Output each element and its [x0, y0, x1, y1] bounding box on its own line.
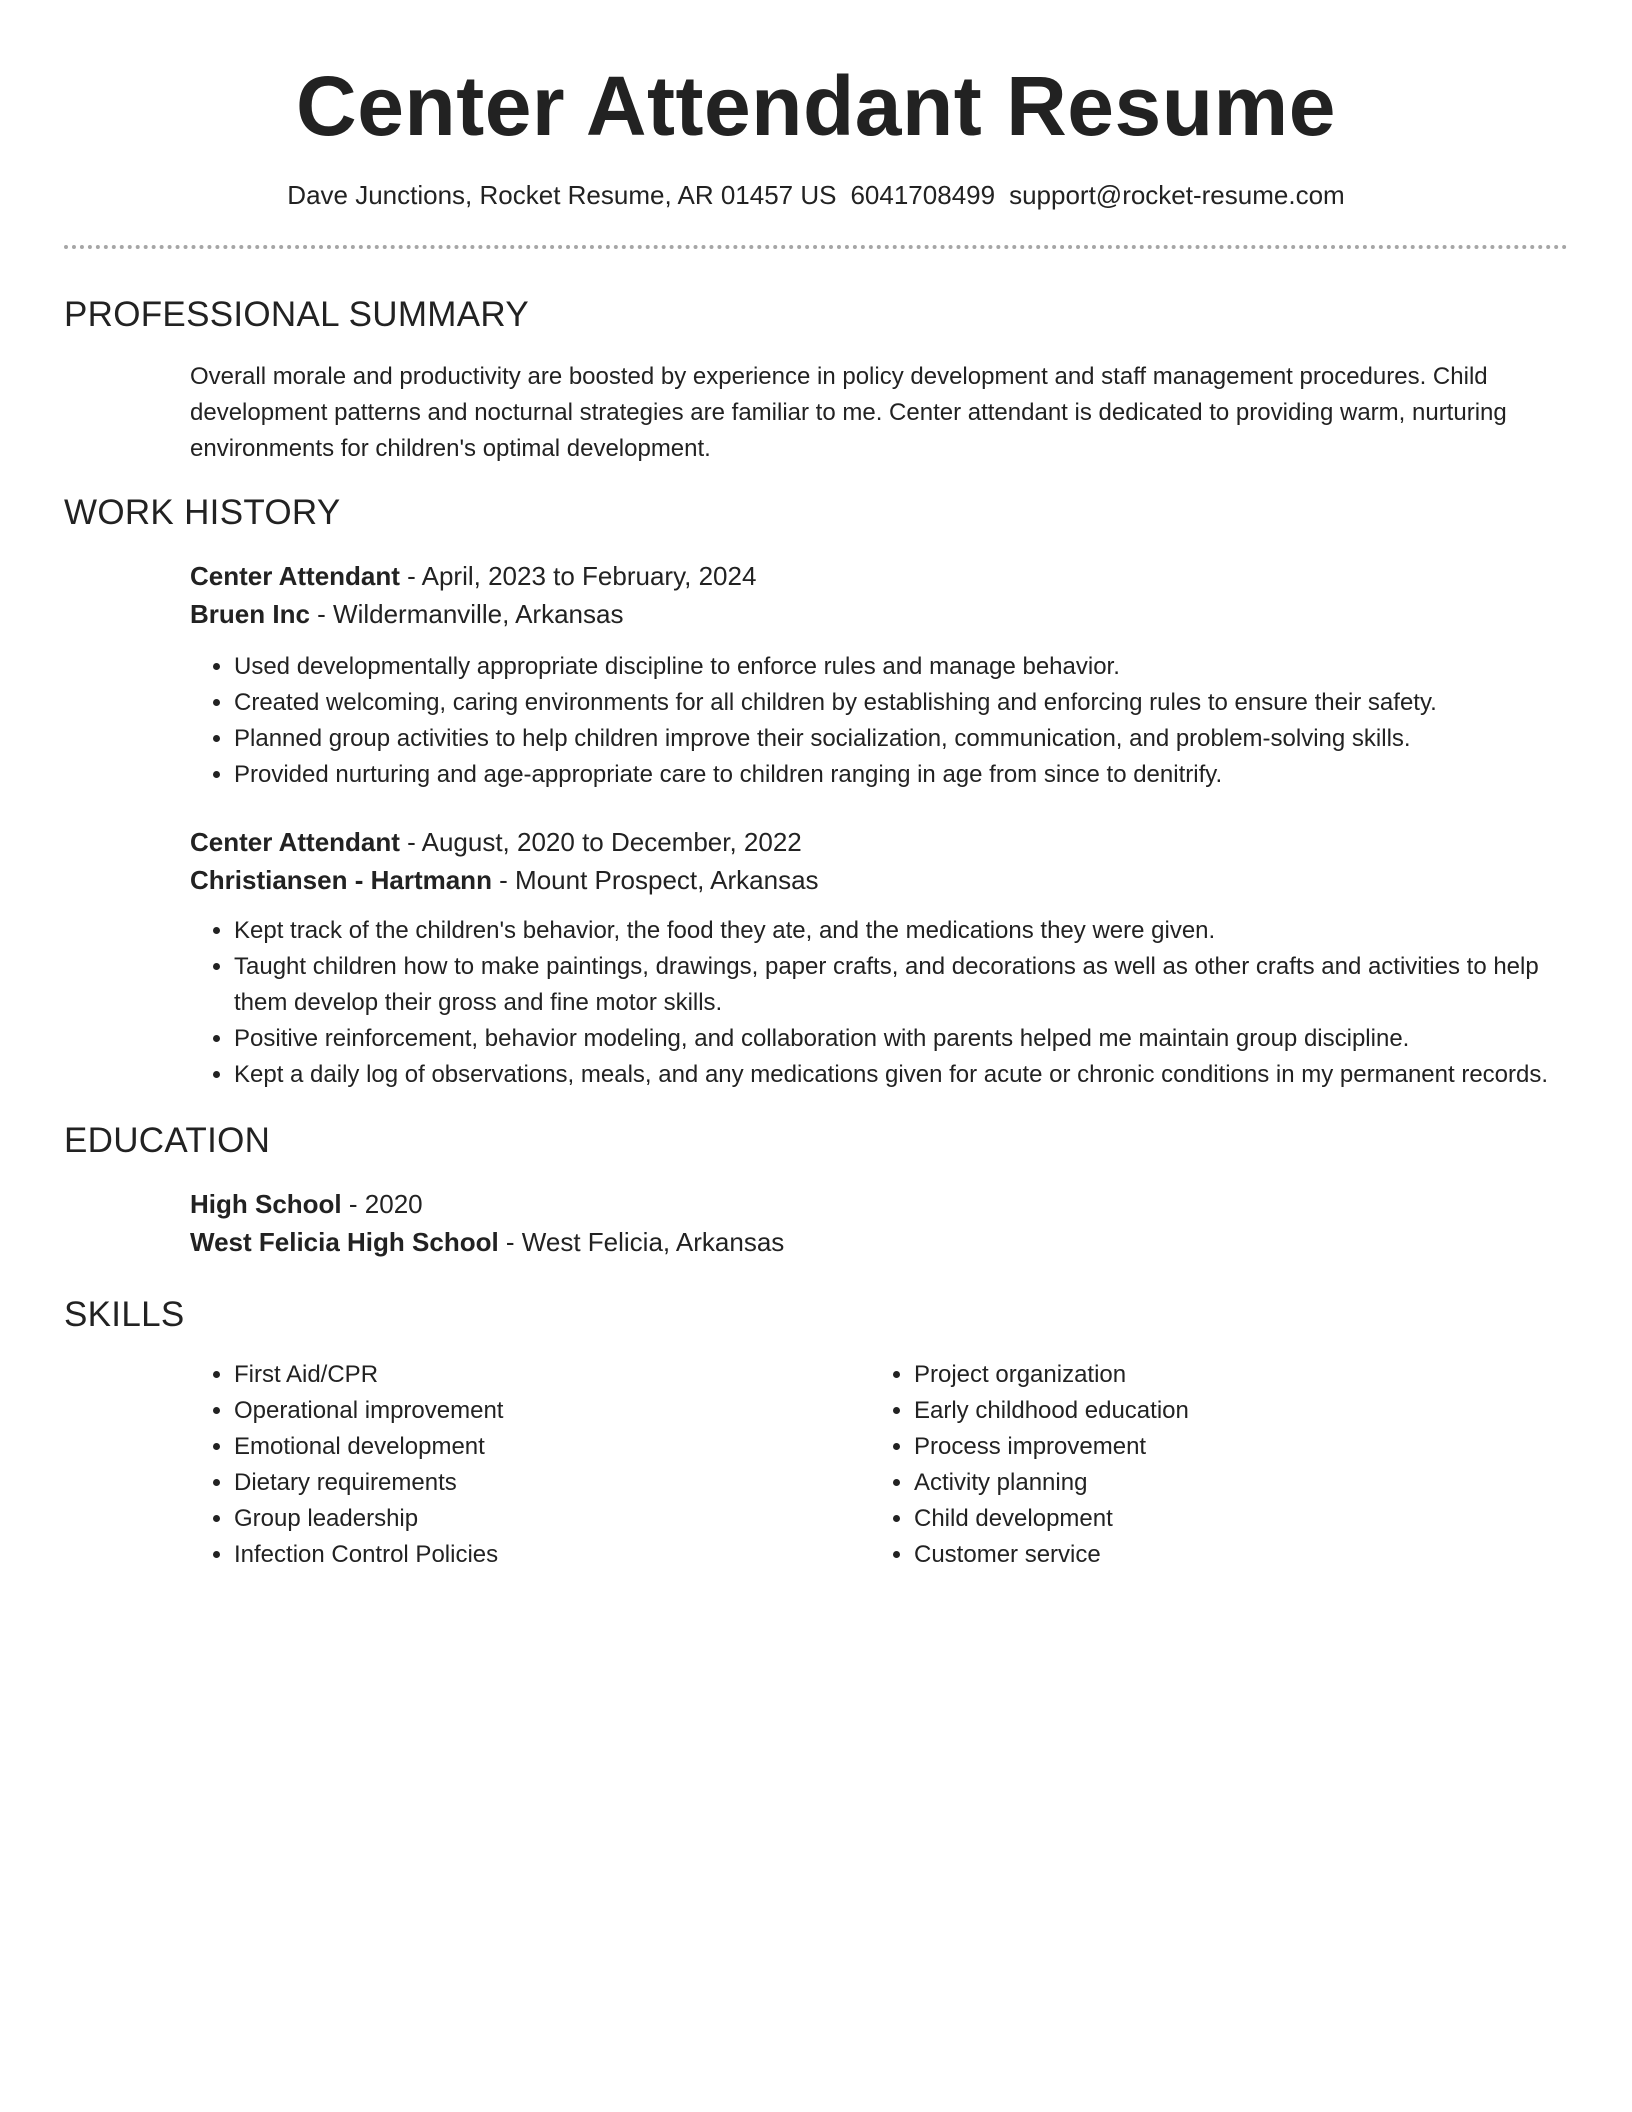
job-duty: • Taught children how to make paintings, drawings, paper crafts, and decorations as well as other crafts and activities to help them develop their gross and fine motor skills. [234, 949, 1568, 1021]
job-dates: - April, 2023 to February, 2024 [399, 561, 757, 591]
job-duty: • Positive reinforcement, behavior modeling, and collaboration with parents helped me maintain group discipline. [234, 1021, 1568, 1057]
job-dates: - August, 2020 to December, 2022 [399, 827, 802, 857]
skill-item: • First Aid/CPR [234, 1357, 870, 1393]
page-title: Center Attendant Resume [296, 59, 1336, 153]
skill-item: • Emotional development [234, 1429, 870, 1465]
skill-item: • Activity planning [914, 1465, 1550, 1501]
skill-item: • Child development [914, 1501, 1550, 1537]
skills-list [870, 1357, 1550, 1573]
skills-grid [190, 1357, 1568, 1573]
skill-item: • Process improvement [914, 1429, 1550, 1465]
job-duty: • Kept a daily log of observations, meals, and any medications given for acute or chronic conditions in my permanent records. [234, 1057, 1568, 1093]
job-location: - Wildermanville, Arkansas [309, 599, 624, 629]
work-history-heading: WORK HISTORY [64, 493, 341, 532]
job-entry [190, 557, 1568, 793]
skill-item: • Early childhood education [914, 1393, 1550, 1429]
summary-text: Overall morale and productivity are boosted by experience in policy development and staff management procedures. Child development patterns and nocturnal strategies are familiar to me. Center attendant is dedicated to providing warm, nurturing environments for children's optimal development. [190, 363, 1507, 462]
job-title-line [190, 557, 1568, 595]
job-duty: • Provided nurturing and age-appropriate care to children ranging in age from since to denitrify. [234, 757, 1568, 793]
skill-item: • Project organization [914, 1357, 1550, 1393]
job-entry [190, 823, 1568, 1093]
education-degree: High School [190, 1189, 342, 1219]
education-entry [190, 1185, 1568, 1261]
skill-item: • Customer service [914, 1537, 1550, 1573]
job-duties [190, 913, 1568, 1093]
job-title-line [190, 823, 1568, 861]
education-heading: EDUCATION [64, 1121, 271, 1160]
job-company-line [190, 861, 1568, 899]
skill-item: • Group leadership [234, 1501, 870, 1537]
job-company-line [190, 595, 1568, 633]
job-location: - Mount Prospect, Arkansas [491, 865, 819, 895]
education-year: - 2020 [341, 1189, 423, 1219]
resume-page [64, 0, 1568, 1573]
education-degree-line [190, 1185, 1568, 1223]
contact-line [64, 178, 1568, 212]
job-duty: • Created welcoming, caring environments for all children by establishing and enforcing rules to ensure their safety. [234, 685, 1568, 721]
job-company: Christiansen - Hartmann [190, 865, 492, 895]
skill-item: • Infection Control Policies [234, 1537, 870, 1573]
job-duty: • Used developmentally appropriate discipline to enforce rules and manage behavior. [234, 649, 1568, 685]
skill-item: • Operational improvement [234, 1393, 870, 1429]
job-duty: • Kept track of the children's behavior, the food they ate, and the medications they were given. [234, 913, 1568, 949]
header-divider [64, 245, 1568, 249]
education-location: - West Felicia, Arkansas [498, 1227, 785, 1257]
job-title: Center Attendant [190, 561, 400, 591]
job-duty: • Planned group activities to help children improve their socialization, communication, and problem-solving skills. [234, 721, 1568, 757]
skills-column-left [190, 1357, 870, 1573]
job-company: Bruen Inc [190, 599, 310, 629]
skills-list [190, 1357, 870, 1573]
contact-email: support@rocket-resume.com [1009, 180, 1345, 210]
summary-heading: PROFESSIONAL SUMMARY [64, 295, 529, 334]
job-duties [190, 649, 1568, 793]
education-school-line [190, 1223, 1568, 1261]
contact-phone: 6041708499 [850, 180, 996, 210]
education-school: West Felicia High School [190, 1227, 499, 1257]
skill-item: • Dietary requirements [234, 1465, 870, 1501]
contact-address: Dave Junctions, Rocket Resume, AR 01457 US [287, 180, 837, 210]
job-title: Center Attendant [190, 827, 400, 857]
skills-column-right [870, 1357, 1550, 1573]
skills-heading: SKILLS [64, 1295, 185, 1334]
